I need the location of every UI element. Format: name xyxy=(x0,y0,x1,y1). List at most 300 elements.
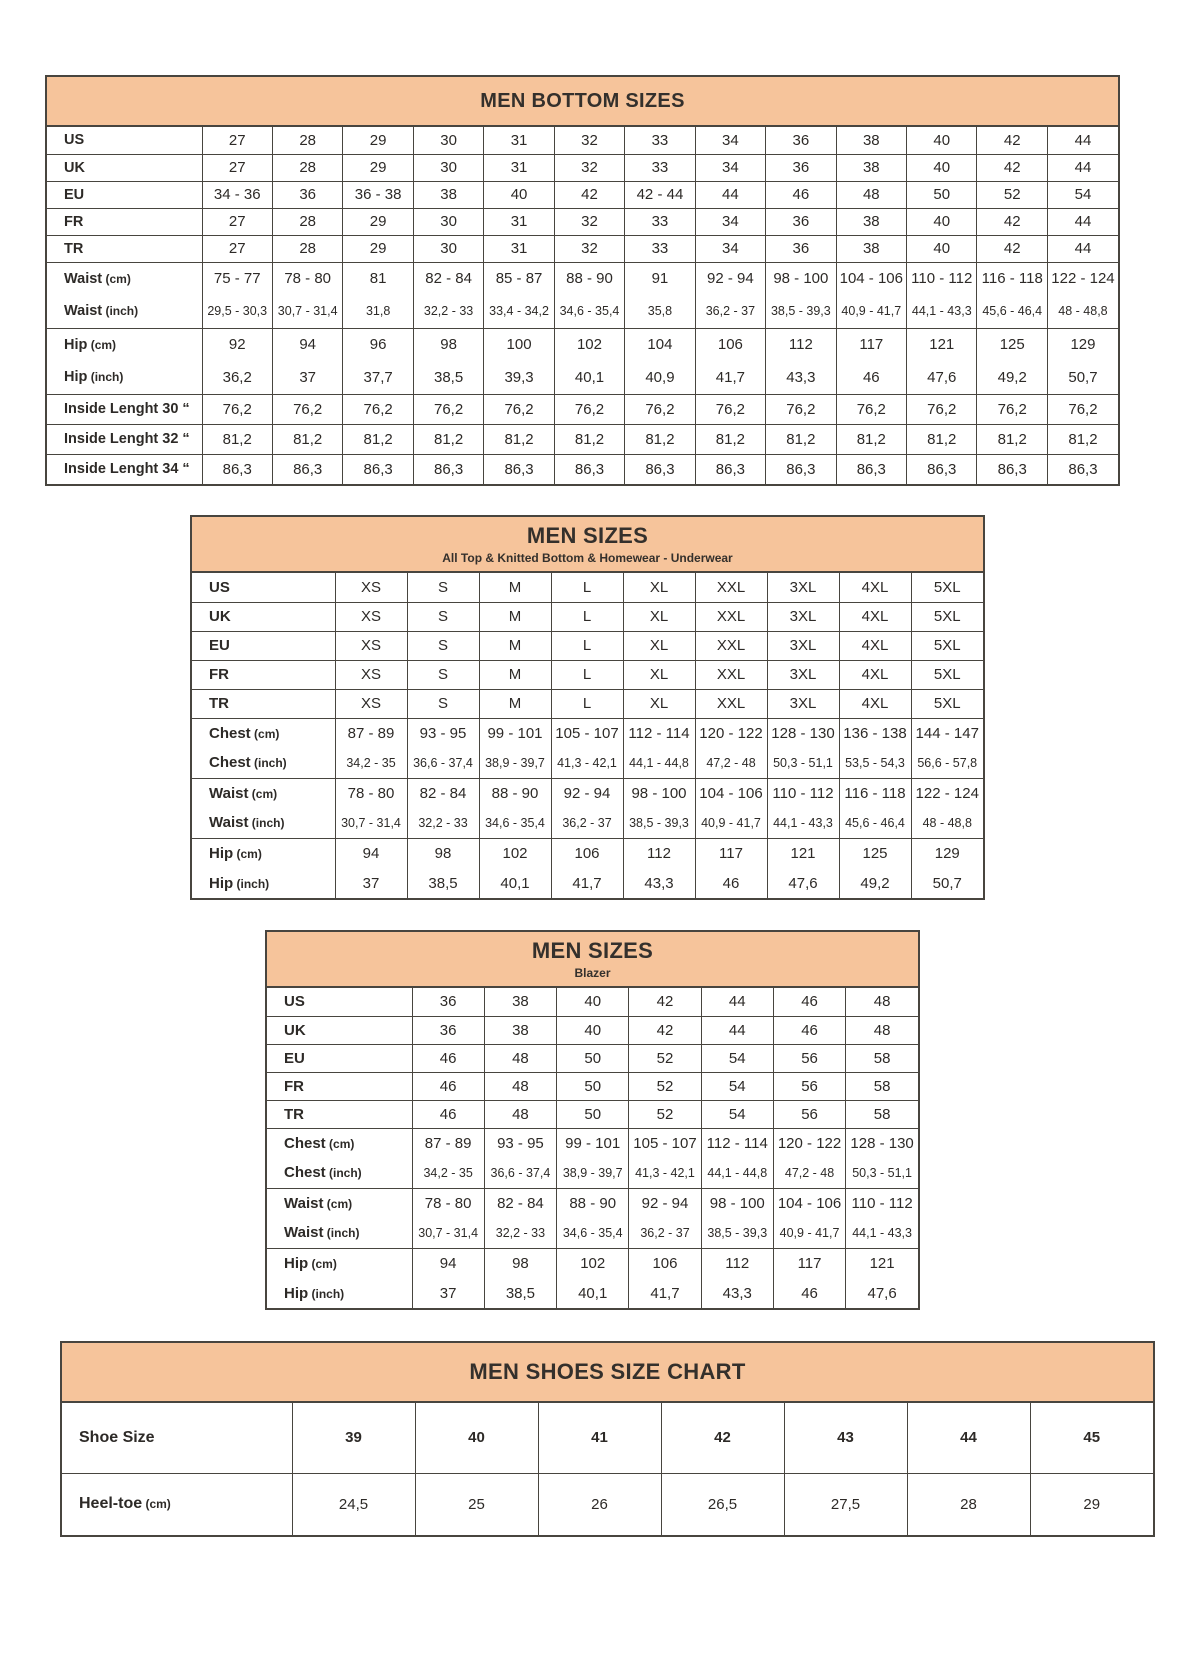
table-row xyxy=(192,689,983,718)
size-cell: 44,1 - 44,8 xyxy=(623,748,695,778)
size-cell: XXL xyxy=(695,631,767,660)
row-label: Hip (cm) xyxy=(267,1248,412,1278)
size-cell: 53,5 - 54,3 xyxy=(839,748,911,778)
size-cell: 24,5 xyxy=(292,1473,415,1535)
size-cell: 104 xyxy=(625,328,695,361)
size-cell: 27 xyxy=(202,154,272,181)
size-cell: 30,7 - 31,4 xyxy=(412,1218,484,1248)
size-cell: 30 xyxy=(413,127,483,154)
table-row xyxy=(47,208,1118,235)
size-cell: 76,2 xyxy=(272,394,342,424)
table-row xyxy=(47,394,1118,424)
row-label: Inside Lenght 32 “ xyxy=(47,424,202,454)
size-cell: 31 xyxy=(484,154,554,181)
size-cell: 93 - 95 xyxy=(484,1128,556,1158)
size-cell: 42 xyxy=(977,127,1047,154)
size-cell: 44 xyxy=(1047,127,1118,154)
size-cell: 38,9 - 39,7 xyxy=(557,1158,629,1188)
size-cell: 87 - 89 xyxy=(335,718,407,748)
size-cell: 54 xyxy=(701,1100,773,1128)
size-cell: 117 xyxy=(695,838,767,868)
size-cell: 50,7 xyxy=(911,868,983,898)
size-cell: 45 xyxy=(1030,1403,1153,1473)
size-cell: 34,6 - 35,4 xyxy=(554,295,624,328)
size-cell: 42 xyxy=(977,154,1047,181)
size-cell: 5XL xyxy=(911,573,983,602)
size-cell: 3XL xyxy=(767,631,839,660)
size-cell: 44 xyxy=(1047,235,1118,262)
row-label: UK xyxy=(267,1016,412,1044)
size-cell: 50 xyxy=(557,1072,629,1100)
size-cell: 86,3 xyxy=(272,454,342,484)
size-cell: 42 xyxy=(629,988,701,1016)
size-cell: 37 xyxy=(335,868,407,898)
size-cell: 112 xyxy=(701,1248,773,1278)
size-cell: 32 xyxy=(554,154,624,181)
size-cell: 122 - 124 xyxy=(1047,262,1118,295)
table-row xyxy=(192,778,983,808)
size-cell: 76,2 xyxy=(766,394,836,424)
size-cell: 99 - 101 xyxy=(557,1128,629,1158)
table-row xyxy=(62,1403,1153,1473)
table-row xyxy=(62,1473,1153,1535)
size-cell: 117 xyxy=(836,328,906,361)
table-row xyxy=(47,127,1118,154)
size-cell: 86,3 xyxy=(413,454,483,484)
table-row xyxy=(267,1218,918,1248)
size-cell: 38,5 xyxy=(484,1278,556,1308)
size-cell: 125 xyxy=(977,328,1047,361)
size-cell: 106 xyxy=(695,328,765,361)
table-title: MEN SIZES xyxy=(531,938,654,963)
size-cell: 31 xyxy=(484,127,554,154)
size-cell: 48 xyxy=(836,181,906,208)
size-cell: 37 xyxy=(412,1278,484,1308)
row-label: FR xyxy=(192,660,335,689)
size-cell: 81,2 xyxy=(272,424,342,454)
size-cell: M xyxy=(479,660,551,689)
size-cell: 5XL xyxy=(911,631,983,660)
size-cell: 28 xyxy=(907,1473,1030,1535)
size-cell: 85 - 87 xyxy=(484,262,554,295)
size-cell: 30,7 - 31,4 xyxy=(335,808,407,838)
size-cell: 40 xyxy=(907,154,977,181)
size-cell: 32 xyxy=(554,235,624,262)
size-cell: 50,3 - 51,1 xyxy=(846,1158,918,1188)
size-cell: 45,6 - 46,4 xyxy=(839,808,911,838)
row-label: Chest (cm) xyxy=(267,1128,412,1158)
table-subtitle: Blazer xyxy=(574,966,611,980)
table-row xyxy=(47,295,1118,328)
size-cell: XL xyxy=(623,631,695,660)
row-label: Chest (cm) xyxy=(192,718,335,748)
size-cell: 40,9 - 41,7 xyxy=(695,808,767,838)
size-cell: XL xyxy=(623,602,695,631)
size-cell: XS xyxy=(335,631,407,660)
table-title: MEN SHOES SIZE CHART xyxy=(469,1359,746,1384)
size-cell: 81,2 xyxy=(202,424,272,454)
size-cell: 3XL xyxy=(767,573,839,602)
size-cell: 128 - 130 xyxy=(767,718,839,748)
size-cell: XS xyxy=(335,689,407,718)
size-cell: 36 - 38 xyxy=(343,181,413,208)
size-cell: 46 xyxy=(773,1278,845,1308)
size-cell: 75 - 77 xyxy=(202,262,272,295)
size-cell: 112 xyxy=(623,838,695,868)
size-cell: 34,2 - 35 xyxy=(335,748,407,778)
row-label: Waist (inch) xyxy=(209,814,285,832)
size-cell: 81,2 xyxy=(625,424,695,454)
size-cell: 44,1 - 43,3 xyxy=(767,808,839,838)
size-cell: 129 xyxy=(911,838,983,868)
size-cell: 41,7 xyxy=(551,868,623,898)
size-cell: 128 - 130 xyxy=(846,1128,918,1158)
size-cell: 48 xyxy=(484,1072,556,1100)
size-cell: 58 xyxy=(846,1072,918,1100)
row-label: Heel-toe (cm) xyxy=(62,1473,292,1535)
row-label: EU xyxy=(267,1044,412,1072)
size-cell: 129 xyxy=(1047,328,1118,361)
size-cell: 50,7 xyxy=(1047,361,1118,394)
size-cell: 32,2 - 33 xyxy=(413,295,483,328)
size-cell: 52 xyxy=(629,1072,701,1100)
size-cell: L xyxy=(551,631,623,660)
row-label: Hip (cm) xyxy=(47,328,202,361)
size-cell: S xyxy=(407,602,479,631)
table-row xyxy=(47,361,1118,394)
size-cell: 40,1 xyxy=(557,1278,629,1308)
size-cell: 86,3 xyxy=(907,454,977,484)
men-shoes-size-chart-table xyxy=(60,1341,1155,1537)
size-cell: 38 xyxy=(413,181,483,208)
size-cell: 37 xyxy=(272,361,342,394)
size-cell: 86,3 xyxy=(484,454,554,484)
size-cell: 49,2 xyxy=(839,868,911,898)
size-cell: 46 xyxy=(412,1044,484,1072)
size-cell: 48 xyxy=(846,988,918,1016)
size-cell: 76,2 xyxy=(554,394,624,424)
men-sizes-tops-table xyxy=(190,515,985,900)
table-row xyxy=(192,868,983,898)
size-cell: 120 - 122 xyxy=(773,1128,845,1158)
size-cell: XS xyxy=(335,573,407,602)
table-header xyxy=(47,77,1118,127)
size-cell: 81,2 xyxy=(1047,424,1118,454)
size-cell: 76,2 xyxy=(836,394,906,424)
size-cell: 86,3 xyxy=(977,454,1047,484)
size-cell: 5XL xyxy=(911,602,983,631)
row-label: Hip (inch) xyxy=(64,369,124,386)
size-cell: 76,2 xyxy=(907,394,977,424)
row-label: Inside Lenght 30 “ xyxy=(47,394,202,424)
table-header xyxy=(62,1343,1153,1403)
size-cell: 36 xyxy=(766,208,836,235)
size-cell: 112 xyxy=(766,328,836,361)
size-cell: 40,9 - 41,7 xyxy=(836,295,906,328)
table-row xyxy=(47,154,1118,181)
size-cell: 88 - 90 xyxy=(554,262,624,295)
size-cell: M xyxy=(479,689,551,718)
size-cell: 88 - 90 xyxy=(557,1188,629,1218)
size-cell: 42 xyxy=(977,208,1047,235)
size-cell: 86,3 xyxy=(202,454,272,484)
size-cell: 81,2 xyxy=(484,424,554,454)
table-row xyxy=(267,1158,918,1188)
size-cell: 33 xyxy=(625,127,695,154)
size-cell: 92 - 94 xyxy=(551,778,623,808)
size-cell: 40,9 - 41,7 xyxy=(773,1218,845,1248)
size-cell: 32 xyxy=(554,127,624,154)
table-row xyxy=(192,718,983,748)
size-cell: 76,2 xyxy=(625,394,695,424)
size-cell: XXL xyxy=(695,602,767,631)
size-cell: 36 xyxy=(272,181,342,208)
size-cell: 36,2 xyxy=(202,361,272,394)
size-cell: 81,2 xyxy=(695,424,765,454)
row-label: US xyxy=(209,578,230,596)
size-cell: 98 - 100 xyxy=(623,778,695,808)
size-cell: 50 xyxy=(557,1044,629,1072)
table-row xyxy=(267,1278,918,1308)
size-cell: 41 xyxy=(538,1403,661,1473)
size-cell: XXL xyxy=(695,660,767,689)
size-cell: 122 - 124 xyxy=(911,778,983,808)
size-cell: 58 xyxy=(846,1044,918,1072)
size-cell: 93 - 95 xyxy=(407,718,479,748)
size-cell: 34 xyxy=(695,235,765,262)
row-label: Hip (cm) xyxy=(192,838,335,868)
size-cell: 35,8 xyxy=(625,295,695,328)
size-cell: 28 xyxy=(272,208,342,235)
size-cell: 4XL xyxy=(839,573,911,602)
row-label: Shoe Size xyxy=(79,1428,155,1446)
size-cell: 5XL xyxy=(911,660,983,689)
size-cell: 56 xyxy=(773,1072,845,1100)
size-cell: 44 xyxy=(907,1403,1030,1473)
size-cell: 40 xyxy=(557,988,629,1016)
size-cell: 121 xyxy=(767,838,839,868)
size-cell: 81 xyxy=(343,262,413,295)
size-cell: 76,2 xyxy=(1047,394,1118,424)
size-cell: 34 xyxy=(695,208,765,235)
size-cell: 110 - 112 xyxy=(907,262,977,295)
size-cell: 52 xyxy=(629,1044,701,1072)
size-cell: 105 - 107 xyxy=(629,1128,701,1158)
size-cell: 116 - 118 xyxy=(839,778,911,808)
size-cell: 46 xyxy=(412,1100,484,1128)
size-cell: 36,6 - 37,4 xyxy=(407,748,479,778)
size-cell: 48 - 48,8 xyxy=(1047,295,1118,328)
size-cell: 36,2 - 37 xyxy=(695,295,765,328)
size-cell: 27 xyxy=(202,208,272,235)
size-cell: 81,2 xyxy=(766,424,836,454)
size-cell: 42 xyxy=(629,1016,701,1044)
size-cell: XXL xyxy=(695,573,767,602)
size-cell: 33 xyxy=(625,208,695,235)
size-cell: 94 xyxy=(335,838,407,868)
size-cell: 29,5 - 30,3 xyxy=(202,295,272,328)
size-cell: 46 xyxy=(773,1016,845,1044)
size-cell: M xyxy=(479,573,551,602)
size-cell: S xyxy=(407,573,479,602)
size-cell: 56 xyxy=(773,1044,845,1072)
size-cell: 40 xyxy=(907,235,977,262)
row-label: TR xyxy=(47,235,202,262)
size-cell: 43,3 xyxy=(623,868,695,898)
size-cell: 31 xyxy=(484,235,554,262)
size-cell: 37,7 xyxy=(343,361,413,394)
size-cell: 110 - 112 xyxy=(767,778,839,808)
size-cell: 92 - 94 xyxy=(695,262,765,295)
size-cell: 3XL xyxy=(767,660,839,689)
size-cell: 28 xyxy=(272,127,342,154)
table-header xyxy=(192,517,983,573)
row-label: Hip (inch) xyxy=(284,1284,345,1302)
size-cell: 81,2 xyxy=(554,424,624,454)
size-table xyxy=(62,1403,1153,1535)
size-cell: 42 xyxy=(661,1403,784,1473)
size-cell: 98 xyxy=(484,1248,556,1278)
size-cell: 42 xyxy=(977,235,1047,262)
table-row xyxy=(267,1044,918,1072)
size-cell: 54 xyxy=(701,1072,773,1100)
size-cell: 30 xyxy=(413,208,483,235)
table-row xyxy=(267,1248,918,1278)
size-cell: L xyxy=(551,573,623,602)
size-cell: 45,6 - 46,4 xyxy=(977,295,1047,328)
size-cell: 36,6 - 37,4 xyxy=(484,1158,556,1188)
row-label: Waist (inch) xyxy=(64,303,139,320)
size-cell: 31 xyxy=(484,208,554,235)
size-cell: 44 xyxy=(701,1016,773,1044)
size-cell: 38,5 xyxy=(407,868,479,898)
size-cell: 27 xyxy=(202,235,272,262)
size-cell: 50 xyxy=(557,1100,629,1128)
size-cell: 52 xyxy=(629,1100,701,1128)
row-label: US xyxy=(64,132,85,149)
size-cell: 96 xyxy=(343,328,413,361)
size-cell: L xyxy=(551,689,623,718)
size-cell: 40 xyxy=(415,1403,538,1473)
size-cell: 44,1 - 44,8 xyxy=(701,1158,773,1188)
size-cell: 104 - 106 xyxy=(836,262,906,295)
size-cell: 125 xyxy=(839,838,911,868)
size-cell: 92 - 94 xyxy=(629,1188,701,1218)
size-cell: 48 xyxy=(484,1100,556,1128)
size-cell: 54 xyxy=(1047,181,1118,208)
size-cell: 44 xyxy=(701,988,773,1016)
size-cell: XXL xyxy=(695,689,767,718)
row-label: TR xyxy=(267,1100,412,1128)
size-cell: 78 - 80 xyxy=(272,262,342,295)
size-cell: 36 xyxy=(766,154,836,181)
size-cell: 78 - 80 xyxy=(412,1188,484,1218)
size-cell: 31,8 xyxy=(343,295,413,328)
size-cell: 54 xyxy=(701,1044,773,1072)
size-cell: 76,2 xyxy=(202,394,272,424)
table-row xyxy=(47,454,1118,484)
table-row xyxy=(192,573,983,602)
size-cell: 106 xyxy=(629,1248,701,1278)
table-row xyxy=(47,328,1118,361)
row-label: FR xyxy=(267,1072,412,1100)
size-cell: 52 xyxy=(977,181,1047,208)
size-cell: 50 xyxy=(907,181,977,208)
size-cell: 86,3 xyxy=(766,454,836,484)
size-cell: 34 - 36 xyxy=(202,181,272,208)
size-cell: 92 xyxy=(202,328,272,361)
size-cell: 26,5 xyxy=(661,1473,784,1535)
size-cell: 33 xyxy=(625,154,695,181)
size-cell: 29 xyxy=(1030,1473,1153,1535)
size-table xyxy=(47,127,1118,484)
size-cell: 34 xyxy=(695,154,765,181)
size-cell: 41,7 xyxy=(695,361,765,394)
size-cell: 48 xyxy=(484,1044,556,1072)
size-cell: 81,2 xyxy=(977,424,1047,454)
size-cell: 34,2 - 35 xyxy=(412,1158,484,1188)
size-cell: 38,5 - 39,3 xyxy=(623,808,695,838)
table-title: MEN SIZES xyxy=(526,523,649,548)
size-cell: 29 xyxy=(343,235,413,262)
size-cell: 48 xyxy=(846,1016,918,1044)
size-cell: 34,6 - 35,4 xyxy=(557,1218,629,1248)
table-row xyxy=(47,235,1118,262)
size-cell: 46 xyxy=(766,181,836,208)
size-cell: 47,2 - 48 xyxy=(695,748,767,778)
size-cell: 4XL xyxy=(839,689,911,718)
size-cell: 38 xyxy=(836,208,906,235)
size-cell: 87 - 89 xyxy=(412,1128,484,1158)
size-cell: 29 xyxy=(343,208,413,235)
size-cell: L xyxy=(551,602,623,631)
size-cell: 30 xyxy=(413,154,483,181)
men-bottom-sizes-table xyxy=(45,75,1120,486)
row-label: Chest (inch) xyxy=(284,1164,362,1182)
size-cell: 58 xyxy=(846,1100,918,1128)
size-cell: 91 xyxy=(625,262,695,295)
row-label: TR xyxy=(192,689,335,718)
size-cell: 50,3 - 51,1 xyxy=(767,748,839,778)
size-cell: 82 - 84 xyxy=(407,778,479,808)
size-cell: 112 - 114 xyxy=(701,1128,773,1158)
size-cell: 49,2 xyxy=(977,361,1047,394)
size-cell: XL xyxy=(623,660,695,689)
size-cell: 46 xyxy=(836,361,906,394)
size-cell: 27 xyxy=(202,127,272,154)
size-cell: 29 xyxy=(343,154,413,181)
size-cell: 32,2 - 33 xyxy=(484,1218,556,1248)
size-cell: 38 xyxy=(836,154,906,181)
size-cell: 86,3 xyxy=(836,454,906,484)
size-table xyxy=(267,988,918,1308)
size-cell: 44 xyxy=(1047,208,1118,235)
row-label: Waist (cm) xyxy=(47,262,202,295)
size-cell: 39,3 xyxy=(484,361,554,394)
size-cell: 76,2 xyxy=(413,394,483,424)
size-cell: 38,5 xyxy=(413,361,483,394)
size-cell: 144 - 147 xyxy=(911,718,983,748)
table-row xyxy=(267,1072,918,1100)
size-cell: 104 - 106 xyxy=(695,778,767,808)
row-label: Chest (inch) xyxy=(209,754,287,772)
size-cell: 116 - 118 xyxy=(977,262,1047,295)
size-cell: 40,1 xyxy=(479,868,551,898)
size-cell: 40 xyxy=(484,181,554,208)
size-cell: 112 - 114 xyxy=(623,718,695,748)
table-row xyxy=(192,808,983,838)
table-header xyxy=(267,932,918,988)
